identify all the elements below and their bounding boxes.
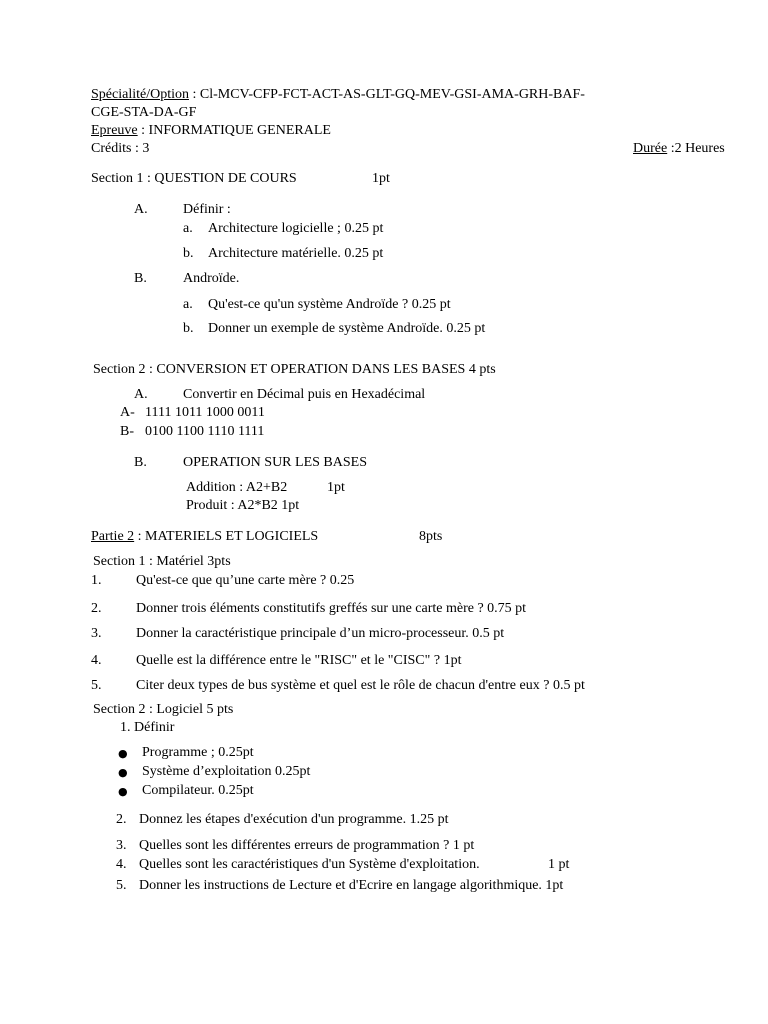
epreuve-value: : INFORMATIQUE GENERALE [137, 123, 331, 138]
specialite-label: Spécialité/Option [91, 87, 189, 102]
question-number: 3. [116, 838, 127, 853]
question-text: Quelles sont les différentes erreurs de programmation ? 1 pt [139, 838, 475, 853]
question-number: 5. [116, 878, 127, 893]
question-number: 4. [116, 857, 127, 872]
question-number: 2. [116, 812, 127, 827]
produit-line: Produit : A2*B2 1pt [186, 498, 300, 513]
question-number: 5. [91, 678, 102, 693]
binary-value: 0100 1100 1110 1111 [145, 424, 265, 439]
definir-question: 1. Définir [120, 720, 175, 735]
addition-points: 1pt [327, 480, 345, 495]
specialite-value-cont: CGE-STA-DA-GF [91, 105, 197, 120]
question-number: 2. [91, 601, 102, 616]
duree-line [633, 142, 725, 156]
bullet-icon: ● [118, 785, 128, 798]
question-number: 1. [91, 573, 102, 588]
bullet-icon: ● [118, 747, 128, 760]
duree-value: :2 Heures [667, 141, 725, 156]
epreuve-label: Epreuve [91, 123, 138, 138]
bullet-item: Système d’exploitation 0.25pt [142, 764, 311, 779]
section1-title: Section 1 : QUESTION DE COURS [91, 171, 297, 186]
question-text: Quelles sont les caractéristiques d'un Système d'exploitation. [139, 857, 480, 872]
question-text: Qu'est-ce que qu’une carte mère ? 0.25 [136, 573, 355, 588]
androide-label: Androïde. [183, 271, 240, 286]
item-letter-a: A. [134, 202, 148, 217]
bullet-icon: ● [118, 766, 128, 779]
question-points: 1 pt [548, 857, 570, 872]
sub-question: Donner un exemple de système Androïde. 0.25 pt [208, 321, 486, 336]
section2-title: Section 2 : CONVERSION ET OPERATION DANS LES BASES 4 pts [93, 362, 496, 377]
partie2-heading [91, 530, 318, 544]
item-letter-b: B. [134, 455, 147, 470]
sub-marker: a. [183, 221, 193, 236]
sub-marker: b. [183, 321, 194, 336]
question-text: Donner trois éléments constitutifs greffés sur une carte mère ? 0.75 pt [136, 601, 527, 616]
sub-marker: a. [183, 297, 193, 312]
convertir-label: Convertir en Décimal puis en Hexadécimal [183, 387, 426, 402]
question-text: Donner les instructions de Lecture et d'Ecrire en langage algorithmique. 1pt [139, 878, 564, 893]
specialite-line [91, 88, 585, 102]
question-text: Quelle est la différence entre le "RISC" et le "CISC" ? 1pt [136, 653, 462, 668]
definir-label: Définir : [183, 202, 231, 217]
credits: Crédits : 3 [91, 141, 150, 156]
sub-question: Architecture logicielle ; 0.25 pt [208, 221, 384, 236]
logiciel-section-title: Section 2 : Logiciel 5 pts [93, 702, 234, 717]
epreuve-line [91, 124, 331, 138]
operation-label: OPERATION SUR LES BASES [183, 455, 367, 470]
sub-question: Architecture matérielle. 0.25 pt [208, 246, 384, 261]
bullet-item: Compilateur. 0.25pt [142, 783, 254, 798]
partie2-title: : MATERIELS ET LOGICIELS [134, 529, 319, 544]
partie2-points: 8pts [419, 529, 443, 544]
question-text: Citer deux types de bus système et quel est le rôle de chacun d'entre eux ? 0.5 pt [136, 678, 585, 693]
specialite-value: : Cl-MCV-CFP-FCT-ACT-AS-GLT-GQ-MEV-GSI-AMA-GRH-BAF- [188, 87, 585, 102]
bullet-item: Programme ; 0.25pt [142, 745, 254, 760]
sub-question: Qu'est-ce qu'un système Androïde ? 0.25 pt [208, 297, 451, 312]
value-marker: B- [120, 424, 134, 439]
materiel-section-title: Section 1 : Matériel 3pts [93, 554, 231, 569]
binary-value: 1111 1011 1000 0011 [145, 405, 265, 420]
sub-marker: b. [183, 246, 194, 261]
question-text: Donner la caractéristique principale d’un micro-processeur. 0.5 pt [136, 626, 505, 641]
section1-points: 1pt [372, 171, 390, 186]
question-number: 4. [91, 653, 102, 668]
question-number: 3. [91, 626, 102, 641]
duree-label: Durée [633, 141, 668, 156]
item-letter-b: B. [134, 271, 147, 286]
value-marker: A- [120, 405, 135, 420]
question-text: Donnez les étapes d'exécution d'un programme. 1.25 pt [139, 812, 449, 827]
addition-line: Addition : A2+B2 [186, 480, 288, 495]
item-letter-a: A. [134, 387, 148, 402]
partie2-label: Partie 2 [91, 529, 135, 544]
